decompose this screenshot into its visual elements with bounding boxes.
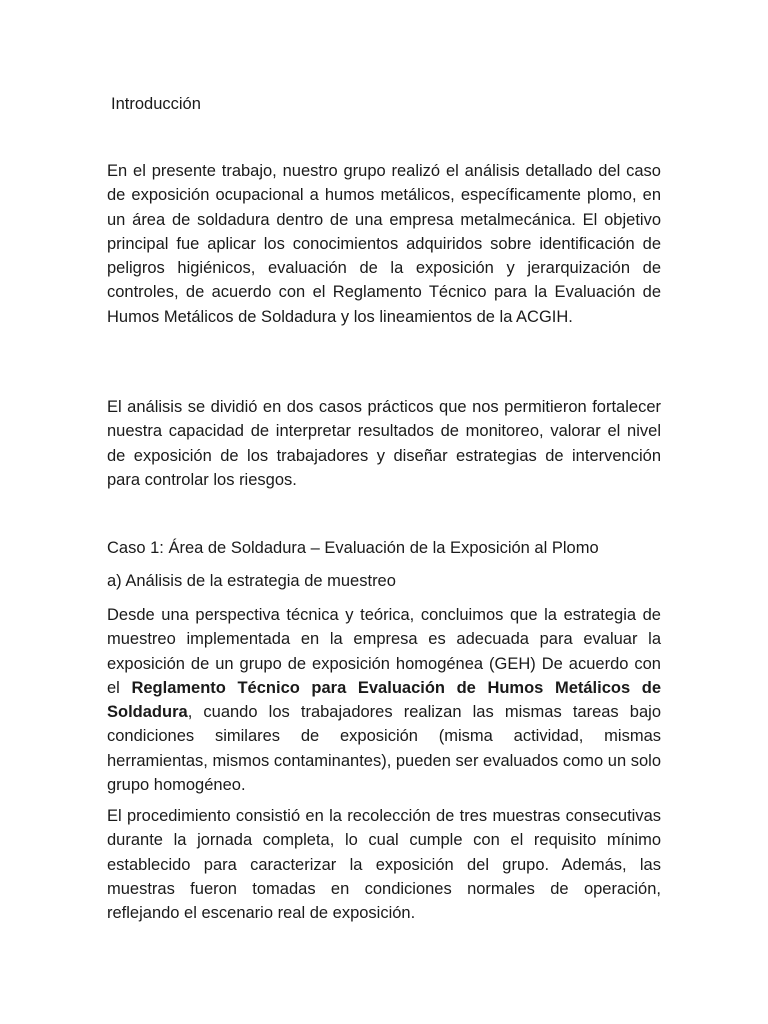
subsection-title: a) Análisis de la estrategia de muestreo <box>107 572 396 590</box>
analysis-paragraph-1-text-b: , cuando los trabajadores realizan las mismas tareas bajo condiciones similares de exposición (misma actividad, mismas herramientas, mismos contaminantes), pueden ser evaluados como un solo grupo homogéneo. <box>107 703 661 795</box>
section-heading-introduccion: Introducción <box>111 95 201 113</box>
case-title: Caso 1: Área de Soldadura – Evaluación de la Exposición al Plomo <box>107 539 599 557</box>
analysis-paragraph-1-text-a: Desde una perspectiva técnica y teórica, concluimos que la estrategia de muestreo implementada en la empresa es adecuada para evaluar la exposición de un grupo de exposición homogénea (GEH) De acuerdo con el <box>107 606 661 697</box>
analysis-paragraph-1 <box>107 603 661 797</box>
analysis-paragraph-2: El procedimiento consistió en la recolección de tres muestras consecutivas durante la jornada completa, lo cual cumple con el requisito mínimo establecido para caracterizar la exposición del grupo. Además, las muestras fueron tomadas en condiciones normales de operación, reflejando el escenario real de exposición. <box>107 807 661 923</box>
intro-paragraph-2: El análisis se dividió en dos casos prácticos que nos permitieron fortalecer nuestra capacidad de interpretar resultados de monitoreo, valorar el nivel de exposición de los trabajadores y diseñar estrategias de intervención para controlar los riesgos. <box>107 398 661 489</box>
regulation-name-bold: Reglamento Técnico para Evaluación de Humos Metálicos de Soldadura <box>107 678 662 722</box>
intro-paragraph-1: En el presente trabajo, nuestro grupo realizó el análisis detallado del caso de exposición ocupacional a humos metálicos, específicamente plomo, en un área de soldadura dentro de una empresa metalmecánica. El objetivo principal fue aplicar los conocimientos adquiridos sobre identificación de peligros higiénicos, evaluación de la exposición y jerarquización de controles, de acuerdo con el Reglamento Técnico para la Evaluación de Humos Metálicos de Soldadura y los lineamientos de la ACGIH. <box>107 162 661 326</box>
